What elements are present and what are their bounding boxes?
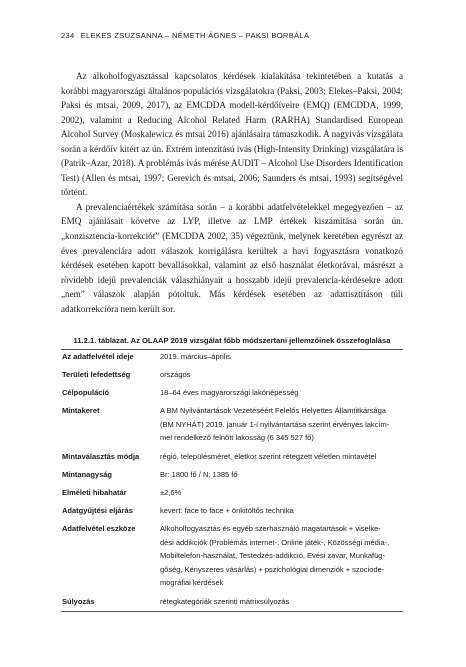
row-label: Adatgyűjtési eljárás: [62, 506, 133, 515]
table-row: [61, 486, 403, 504]
running-title: ELEKES ZSUZSANNA – NÉMETH ÁGNES – PAKSI BORBÁLA: [80, 31, 310, 40]
value-line: 2019. március–április: [160, 352, 231, 361]
table-row: [61, 350, 403, 368]
value-line: Br: 1800 fő / N: 1385 fő: [160, 470, 238, 479]
table-bottom-rule: [61, 611, 403, 612]
row-value: [160, 386, 403, 400]
value-line: dési addikciók (Problémás internet-, Online játék-, Közösségi média-,: [160, 537, 390, 547]
row-label: Mintanagyság: [62, 470, 113, 479]
table-row: [61, 522, 403, 595]
row-label: Elméleti hibahatár: [62, 488, 127, 497]
row-label: Adatfelvétel eszköze: [62, 524, 136, 533]
value-line: Alkoholfogyasztás és egyéb szerhasználó magatartások + viselke-: [160, 524, 381, 533]
paragraph: A prevalenciaértékek számítása során – a korábbi adatfelvételekkel megegyezően – az EMQ ajánlásait követve az LYP, illetve az LMP értékek kiszámítása során ún. „konzisztencia-korrekciót” (EMCDDA 2002, 35) végeztünk, melynek keretében egyrészt az éves prevalenciára adott válaszok korrigálásra kerültek a havi fogyasztásra vonatkozó kérdések esetében kapott bevallásokkal, valamint az első használat életkorával, másrészt a rövidebb idejű prevalenciák válaszhiányait a hosszabb idejű prevalencia-kérdésekre adott „nem” válaszok alapján pótoltuk. Más kérdések esetében az adattisztításon túli adatkorrekcióra nem került sor.: [61, 201, 403, 314]
value-line: régió, településméret, életkor szerint rétegzett véletlen mintavétel: [160, 452, 377, 461]
row-label: Mintaválasztás módja: [62, 452, 140, 461]
row-value: [160, 350, 403, 364]
value-line: mel rendelkező felnőtt lakosság (6 345 527 fő): [160, 433, 314, 442]
value-line: országos: [160, 370, 191, 379]
value-line: A BM Nyilvántartások Vezetéséért Felelős Helyettes Államtitkársága: [160, 406, 386, 415]
row-label: Súlyozás: [62, 597, 95, 606]
table-row: [61, 404, 403, 450]
running-header: [61, 31, 421, 40]
value-line: rétegkategóriák szerinti mátrixsúlyozás: [160, 597, 290, 606]
table-row: [61, 595, 403, 611]
value-line: (BM NYHÁT) 2019. január 1-i nyilvántartása szerint érvényes lakcím-: [160, 419, 390, 429]
table-caption: 11.2.1. táblázat. Az OLAAP 2019 vizsgálat főbb módszertani jellemzőinek összefoglalása: [73, 336, 391, 345]
value-line: gőség, Kényszeres vásárlás) + pszichológiai dimenziók + szociode-: [160, 564, 385, 574]
row-value: [160, 404, 403, 445]
page-number: 234: [61, 31, 75, 40]
row-value: [160, 595, 403, 609]
value-line: 18–64 éves magyarországi lakónépesség: [160, 388, 299, 397]
row-value: [160, 486, 403, 500]
row-label: Célpopuláció: [62, 388, 110, 397]
row-value: [160, 522, 403, 590]
row-value: [160, 504, 403, 518]
table-row: [61, 386, 403, 404]
table-row: [61, 504, 403, 522]
table-row: [61, 468, 403, 486]
value-line: kevert: face to face + önkitöltős technika: [160, 506, 294, 515]
row-value: [160, 368, 403, 382]
value-line: ±2,6%: [160, 488, 182, 497]
value-line: mográfiai kérdések: [160, 578, 224, 587]
body-text: [61, 69, 403, 316]
table-row: [61, 368, 403, 386]
methodology-table: [61, 350, 403, 611]
paragraph: Az alkoholfogyasztással kapcsolatos kérdések kialakítása tekintetében a kutatás a korábbi magyarországi általános populációs vizsgálatokra (Paksi, 2003; Elekes–Paksi, 2004; Paksi és mtsai, 2009, 2017), az EMCDDA modell-kérdőíveire (EMQ) (EMCDDA, 1999, 2002), valamint a Reducing Alcohol Related Harm (RARHA) Standardised European Alcohol Survey (Moskalewicz és mtsai 2016) ajánlásaira támaszkodik. A nagyivás vizsgálata során a kérdőív kitért az ún. Extrém intenzitású ivás (High-Intensity Drinking) vizsgálatára is (Patrik–Azar, 2018). A problémás ivás mérése AUDIT – Alcohol Use Disorders Identification Test) (Allen és mtsai, 1997; Gerevich és mtsai, 2006; Saunders és mtsai, 1993) segítségével történt.: [61, 71, 403, 198]
row-label: Az adatfelvétel ideje: [62, 352, 134, 361]
table-row: [61, 450, 403, 468]
row-label: Területi lefedettség: [62, 370, 131, 379]
value-line: Mobiltelefon-használat, Testedzés-addikció, Evési zavar, Munkafüg-: [160, 551, 385, 560]
row-label: Mintakeret: [62, 406, 100, 415]
row-value: [160, 468, 403, 482]
row-value: [160, 450, 403, 464]
